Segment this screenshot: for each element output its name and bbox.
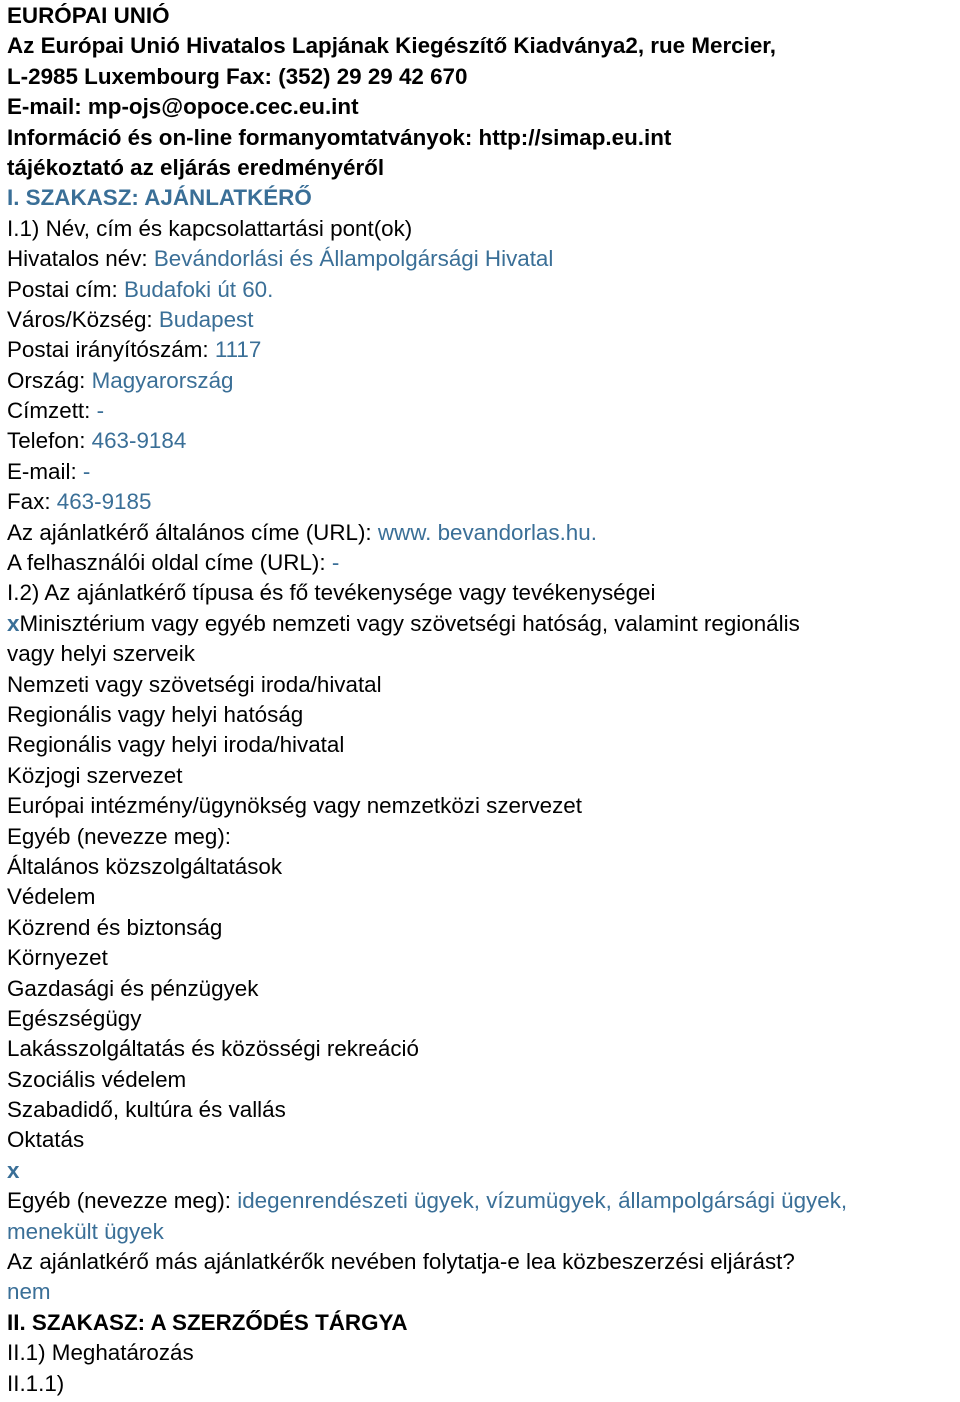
org-name: EURÓPAI UNIÓ <box>7 3 170 28</box>
other-activity-line1 <box>7 1186 960 1216</box>
section1-sub1-heading: I.1) Név, cím és kapcsolattartási pont(ok) <box>7 215 413 241</box>
field-general-url <box>7 518 960 548</box>
field-value: Magyarország <box>91 367 234 393</box>
field-fax <box>7 487 960 517</box>
activity-item: Lakásszolgáltatás és közösségi rekreáció <box>7 1036 419 1062</box>
type-selected-text: Minisztérium vagy egyéb nemzeti vagy szövetségi hatóság, valamint regionális <box>19 610 800 636</box>
field-email <box>7 457 960 487</box>
field-value: 463-9184 <box>91 428 187 454</box>
field-label: Ország: <box>7 367 92 393</box>
type-selected-line1 <box>7 609 960 639</box>
field-buyer-profile-url <box>7 548 960 578</box>
activity-item: Közrend és biztonság <box>7 914 223 940</box>
activity-item: Védelem <box>7 884 96 910</box>
behalf-question: Az ajánlatkérő más ajánlatkérők nevében folytatja-e lea közbeszerzési eljárást? <box>7 1249 795 1275</box>
info-line: Információ és on-line formanyomtatványok: http://simap.eu.int <box>7 124 672 150</box>
email-line: E-mail: mp-ojs@opoce.cec.eu.int <box>7 94 359 120</box>
activity-item: Oktatás <box>7 1127 85 1153</box>
field-label: Telefon: <box>7 428 92 454</box>
field-value: - <box>82 458 91 484</box>
section1-heading: I. SZAKASZ: AJÁNLATKÉRŐ <box>7 185 312 211</box>
field-value: www. bevandorlas.hu. <box>377 519 597 545</box>
field-label: Postai cím: <box>7 276 124 302</box>
field-value: 463-9185 <box>56 489 152 515</box>
journal-line: Az Európai Unió Hivatalos Lapjának Kiegészítő Kiadványa2, rue Mercier, <box>7 33 776 59</box>
field-value: Budafoki út 60. <box>123 276 274 302</box>
field-label: E-mail: <box>7 458 83 484</box>
field-label: Az ajánlatkérő általános címe (URL): <box>7 519 378 545</box>
field-label: Fax: <box>7 489 57 515</box>
field-city <box>7 305 960 335</box>
field-label: Címzett: <box>7 398 97 424</box>
type-option: Európai intézmény/ügynökség vagy nemzetközi szervezet <box>7 793 582 819</box>
activity-item: Egészségügy <box>7 1005 142 1031</box>
activity-checked-mark: x <box>7 1157 20 1183</box>
notice-title: tájékoztató az eljárás eredményéről <box>7 154 385 180</box>
field-value: Budapest <box>158 306 254 332</box>
field-value: - <box>331 550 340 576</box>
field-addressee <box>7 396 960 426</box>
type-option: Közjogi szervezet <box>7 762 183 788</box>
field-value: Bevándorlási és Állampolgársági Hivatal <box>153 246 554 272</box>
type-option: Nemzeti vagy szövetségi iroda/hivatal <box>7 671 382 697</box>
other-label: Egyéb (nevezze meg): <box>7 1188 238 1214</box>
section1-sub2-heading: I.2) Az ajánlatkérő típusa és fő tevékenysége vagy tevékenységei <box>7 580 656 606</box>
activity-item: Környezet <box>7 945 108 971</box>
type-option: Regionális vagy helyi iroda/hivatal <box>7 732 345 758</box>
activity-item: Általános közszolgáltatások <box>7 853 283 879</box>
field-value: - <box>96 398 105 424</box>
field-label: Város/Község: <box>7 306 159 332</box>
section2-sub1: II.1) Meghatározás <box>7 1340 194 1366</box>
section2-sub11: II.1.1) <box>7 1370 65 1396</box>
other-value: idegenrendészeti ügyek, vízumügyek, állampolgársági ügyek, <box>237 1188 848 1214</box>
other-activity-line2: menekült ügyek <box>7 1218 164 1244</box>
type-selected-line2: vagy helyi szerveik <box>7 641 195 667</box>
activity-item: Szabadidő, kultúra és vallás <box>7 1097 286 1123</box>
field-country <box>7 366 960 396</box>
type-option: Regionális vagy helyi hatóság <box>7 701 304 727</box>
address-line: L-2985 Luxembourg Fax: (352) 29 29 42 670 <box>7 63 468 89</box>
field-value: 1117 <box>214 337 262 363</box>
activity-item: Szociális védelem <box>7 1066 187 1092</box>
field-phone <box>7 426 960 456</box>
activity-item: Gazdasági és pénzügyek <box>7 975 259 1001</box>
field-label: A felhasználói oldal címe (URL): <box>7 550 332 576</box>
section2-heading: II. SZAKASZ: A SZERZŐDÉS TÁRGYA <box>7 1309 408 1335</box>
checked-mark: x <box>7 610 20 636</box>
field-postal-address <box>7 275 960 305</box>
field-postal-code <box>7 335 960 365</box>
field-label: Postai irányítószám: <box>7 337 215 363</box>
field-official-name <box>7 244 960 274</box>
type-option: Egyéb (nevezze meg): <box>7 823 232 849</box>
behalf-answer: nem <box>7 1279 51 1305</box>
field-label: Hivatalos név: <box>7 246 154 272</box>
